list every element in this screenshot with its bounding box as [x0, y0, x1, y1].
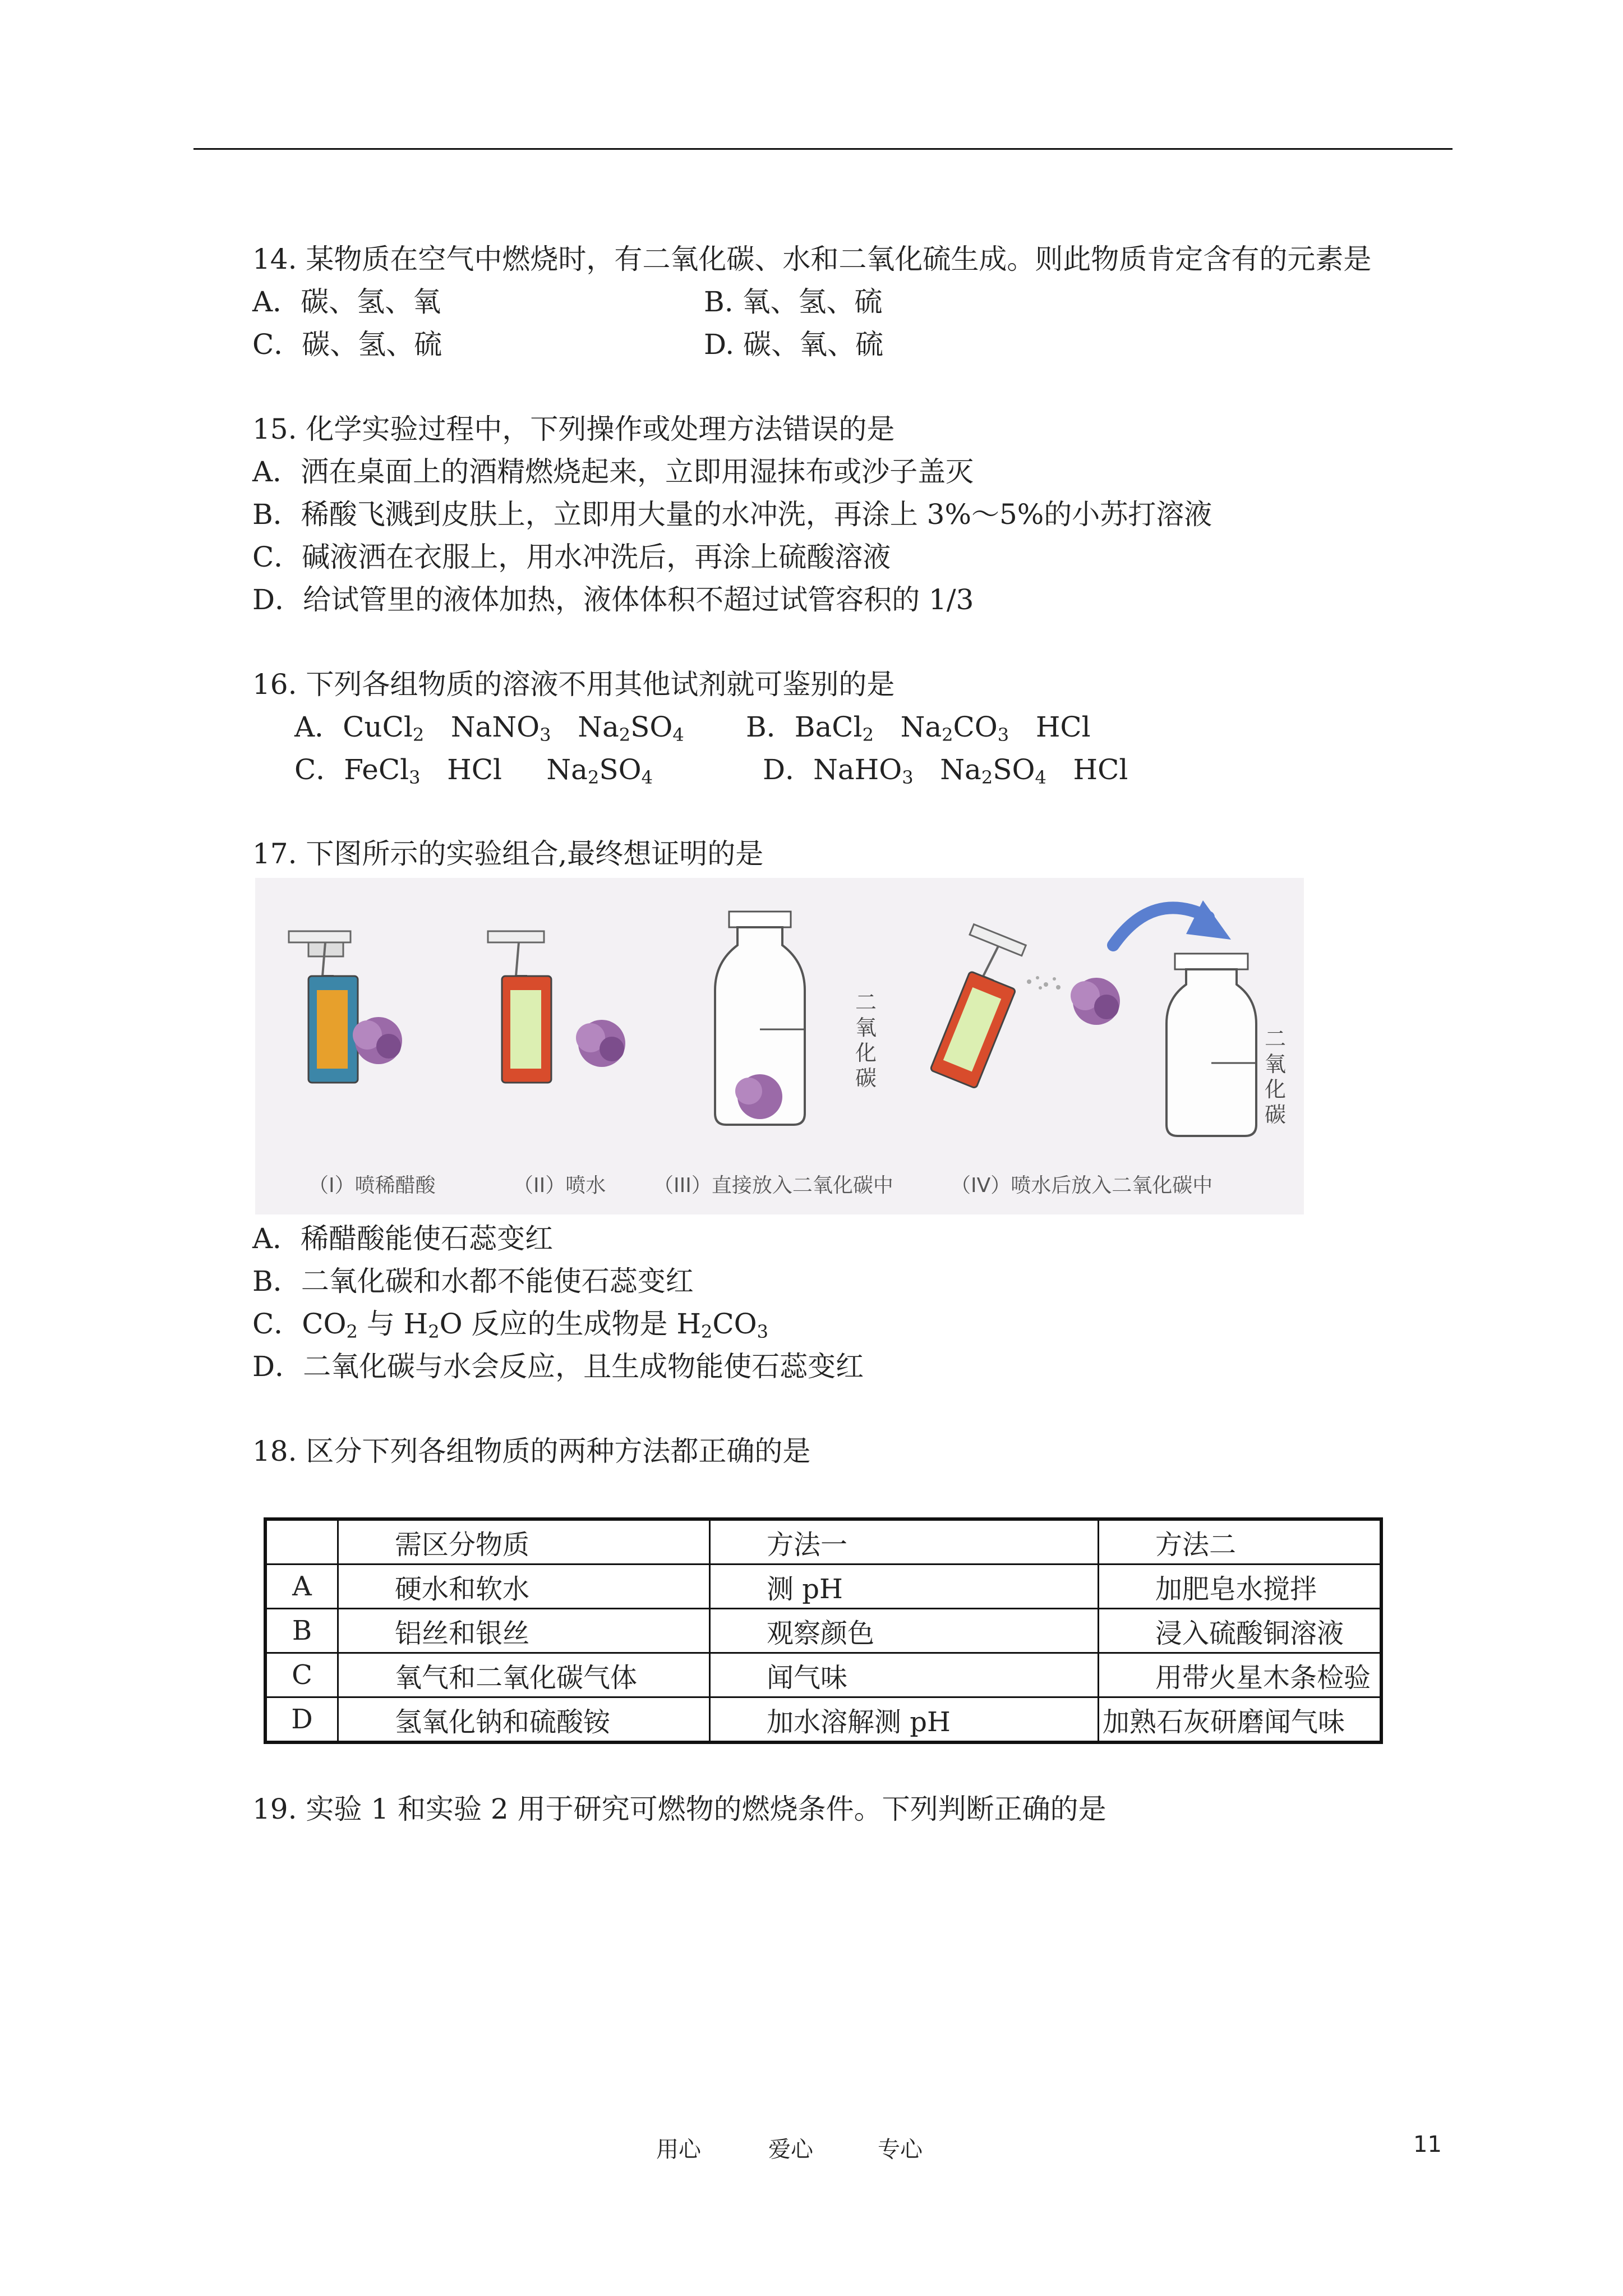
table-cell: 加水溶解测 pH [710, 1697, 1099, 1743]
q16-option-d: D．NaHO$_3$ $Na_2SO_4$ HCl [763, 753, 1128, 788]
experiment-figure [255, 878, 1304, 1214]
flower-2-icon [576, 1020, 625, 1067]
table-cell: 观察颜色 [710, 1609, 1099, 1653]
spray-bottle-1-icon [289, 931, 358, 1083]
q14-option-a: A．碳、氢、氧 [252, 286, 441, 318]
caption-2: （II）喷水 [513, 1174, 606, 1197]
table-cell: A [265, 1565, 338, 1609]
footer-word-3: 专心 [878, 2137, 923, 2162]
table-cell: 铝丝和银丝 [338, 1609, 710, 1653]
flower-1-icon [353, 1017, 402, 1064]
table-cell: D [265, 1697, 338, 1743]
q17-option-b: B．二氧化碳和水都不能使石蕊变红 [252, 1265, 694, 1297]
table-cell: 用带火星木条检验 [1099, 1653, 1382, 1697]
q15-option-d: D．给试管里的液体加热，液体体积不超过试管容积的 1/3 [252, 583, 974, 616]
jar-3-label-2: 氧 [855, 1015, 877, 1040]
q18-stem: 18. 区分下列各组物质的两种方法都正确的是 [252, 1435, 811, 1467]
jar-4-label-3: 化 [1265, 1077, 1287, 1102]
q17-option-a: A．稀醋酸能使石蕊变红 [252, 1222, 554, 1255]
q19-stem: 19. 实验 1 和实验 2 用于研究可燃物的燃烧条件。下列判断正确的是 [252, 1793, 1106, 1825]
q15-option-c: C．碱液洒在衣服上，用水冲洗后，再涂上硫酸溶液 [252, 541, 891, 573]
table-header-cell: 方法二 [1099, 1519, 1382, 1565]
flower-4-icon [1071, 978, 1120, 1025]
gas-jar-3-icon [715, 912, 805, 1125]
jar-3-label-3: 化 [855, 1041, 877, 1065]
q14-option-c: C．碳、氢、硫 [252, 328, 442, 361]
caption-4: （IV）喷水后放入二氧化碳中 [951, 1174, 1213, 1197]
footer-word-1: 用心 [656, 2137, 701, 2162]
table-cell: 加肥皂水搅拌 [1099, 1565, 1382, 1609]
table-cell: 硬水和软水 [338, 1565, 710, 1609]
jar-4-label-1: 二 [1265, 1027, 1287, 1051]
caption-1: （I）喷稀醋酸 [308, 1174, 436, 1197]
q15-option-a: A．洒在桌面上的酒精燃烧起来，立即用湿抹布或沙子盖灭 [252, 455, 974, 488]
table-header-row [265, 1519, 1381, 1565]
table-cell: 测 pH [710, 1565, 1099, 1609]
q14-option-d: D. 碳、氧、硫 [704, 328, 884, 361]
table-cell: C [265, 1653, 338, 1697]
table-cell: 浸入硫酸铜溶液 [1099, 1609, 1382, 1653]
jar-3-label-1: 二 [855, 990, 877, 1015]
q17-option-c: C．$CO_2$ 与 $H_2O$ 反应的生成物是 $H_2CO_3$ [252, 1308, 768, 1342]
gas-jar-4-icon [1166, 954, 1256, 1136]
spray-bottle-2-icon [488, 931, 551, 1083]
q17-option-d: D．二氧化碳与水会反应，且生成物能使石蕊变红 [252, 1350, 864, 1383]
q15-stem: 15. 化学实验过程中，下列操作或处理方法错误的是 [252, 413, 895, 445]
q15-option-b: B．稀酸飞溅到皮肤上，立即用大量的水冲洗，再涂上 3%～5%的小苏打溶液 [252, 498, 1212, 531]
table-cell: B [265, 1609, 338, 1653]
jar-4-label-4: 碳 [1265, 1102, 1287, 1127]
header-rule [193, 148, 1453, 150]
jar-3-label-4: 碳 [855, 1066, 877, 1091]
table-row [265, 1609, 1381, 1653]
q14-stem: 14. 某物质在空气中燃烧时，有二氧化碳、水和二氧化硫生成。则此物质肯定含有的元素是 [252, 243, 1372, 275]
page-number: 11 [1413, 2132, 1442, 2157]
q16-option-b: B．BaCl$_2$ $Na_2CO_3$ HCl [746, 711, 1091, 746]
q14-option-b: B. 氧、氢、硫 [704, 286, 883, 318]
table-cell: 氢氧化钠和硫酸铵 [338, 1697, 710, 1743]
table-header-cell [265, 1519, 338, 1565]
q16-stem: 16. 下列各组物质的溶液不用其他试剂就可鉴别的是 [252, 668, 895, 701]
methods-table [264, 1517, 1383, 1744]
jar-4-label-2: 氧 [1265, 1052, 1287, 1076]
arrow-icon [1113, 900, 1231, 945]
footer-word-2: 爱心 [768, 2137, 813, 2162]
spray-mist-icon [1027, 976, 1061, 990]
table-cell: 加熟石灰研磨闻气味 [1099, 1697, 1382, 1743]
table-cell: 闻气味 [710, 1653, 1099, 1697]
q16-option-c: C．FeCl$_3$ HCl $Na_2SO_4$ [294, 753, 653, 788]
table-header-cell: 方法一 [710, 1519, 1099, 1565]
table-cell: 氧气和二氧化碳气体 [338, 1653, 710, 1697]
q16-option-a: A．CuCl$_2$ NaNO$_3$ $Na_2SO_4$ [294, 711, 684, 746]
table-row [265, 1565, 1381, 1609]
table-header-cell: 需区分物质 [338, 1519, 710, 1565]
q17-stem: 17. 下图所示的实验组合,最终想证明的是 [252, 838, 764, 870]
table-row [265, 1653, 1381, 1697]
caption-3: （III）直接放入二氧化碳中 [653, 1174, 893, 1197]
spray-bottle-4-icon [917, 924, 1032, 1089]
table-row [265, 1697, 1381, 1743]
